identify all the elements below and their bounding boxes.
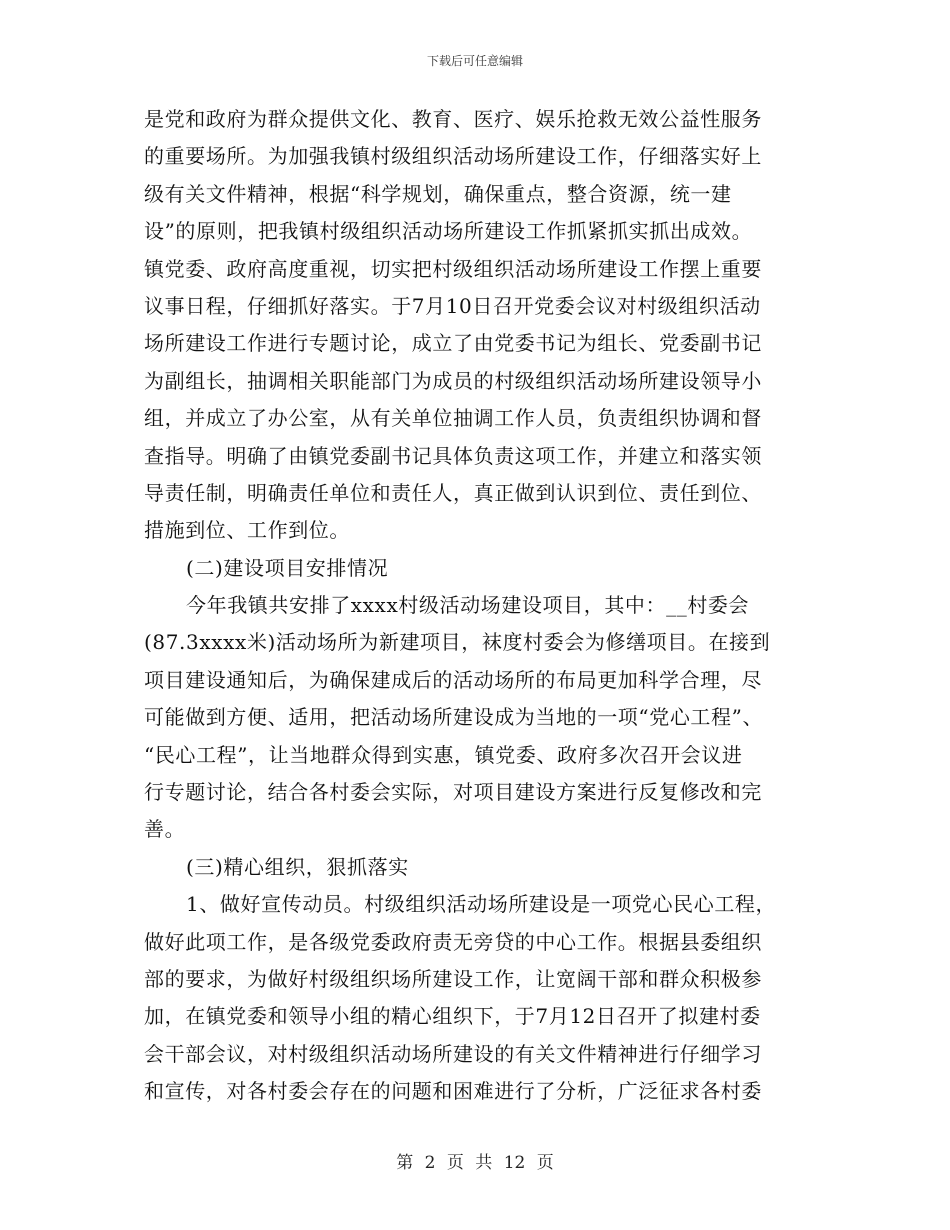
text-line: 镇党委、政府高度重视，切实把村级组织活动场所建设工作摆上重要 bbox=[144, 256, 762, 281]
text-line: 做好此项工作，是各级党委政府责无旁贷的中心工作。根据县委组织 bbox=[144, 929, 762, 954]
section-heading: (二)建设项目安排情况 bbox=[186, 555, 389, 580]
text-line: 行专题讨论，结合各村委会实际，对项目建设方案进行反复修改和完 bbox=[144, 780, 762, 805]
text-line: 今年我镇共安排了xxxx村级活动场建设项目，其中：__村委会 bbox=[186, 593, 750, 618]
text-line: 设”的原则，把我镇村级组织活动场所建设工作抓紧抓实抓出成效。 bbox=[144, 219, 753, 244]
text-line: 的重要场所。为加强我镇村级组织活动场所建设工作，仔细落实好上 bbox=[144, 144, 762, 169]
text-line: 措施到位、工作到位。 bbox=[144, 518, 350, 543]
page-footer: 第 2 页 共 12 页 bbox=[396, 1153, 554, 1173]
text-line: 会干部会议，对村级组织活动场所建设的有关文件精神进行仔细学习 bbox=[144, 1041, 762, 1066]
text-line: 项目建设通知后，为确保建成后的活动场所的布局更加科学合理，尽 bbox=[144, 667, 762, 692]
section-heading: (三)精心组织，狠抓落实 bbox=[186, 854, 409, 879]
text-line: 导责任制，明确责任单位和责任人，真正做到认识到位、责任到位、 bbox=[144, 480, 762, 505]
document-body bbox=[144, 101, 810, 1111]
text-line: “民心工程”，让当地群众得到实惠，镇党委、政府多次召开会议进 bbox=[144, 742, 743, 767]
text-line: 和宣传，对各村委会存在的问题和困难进行了分析，广泛征求各村委 bbox=[144, 1079, 762, 1104]
text-line: 级有关文件精神，根据“科学规划，确保重点，整合资源，统一建 bbox=[144, 181, 732, 206]
text-line: 1、做好宣传动员。村级组织活动场所建设是一项党心民心工程， bbox=[186, 892, 777, 917]
text-line: 部的要求，为做好村级组织场所建设工作，让宽阔干部和群众积极参 bbox=[144, 966, 762, 991]
text-line: 加，在镇党委和领导小组的精心组织下，于7月12日召开了拟建村委 bbox=[144, 1004, 761, 1029]
page-header: 下载后可任意编辑 bbox=[426, 54, 523, 68]
text-line: 为副组长，抽调相关职能部门为成员的村级组织活动场所建设领导小 bbox=[144, 368, 762, 393]
text-line: 善。 bbox=[144, 817, 186, 842]
text-line: (87.3xxxx米)活动场所为新建项目，袜度村委会为修缮项目。在接到 bbox=[144, 630, 771, 655]
text-line: 组，并成立了办公室，从有关单位抽调工作人员，负责组织协调和督 bbox=[144, 406, 762, 431]
text-line: 议事日程，仔细抓好落实。于7月10日召开党委会议对村级组织活动 bbox=[144, 293, 761, 318]
text-line: 场所建设工作进行专题讨论，成立了由党委书记为组长、党委副书记 bbox=[144, 331, 762, 356]
text-line: 可能做到方便、适用，把活动场所建设成为当地的一项“党心工程”、 bbox=[144, 705, 764, 730]
text-line: 是党和政府为群众提供文化、教育、医疗、娱乐抢救无效公益性服务 bbox=[144, 107, 762, 131]
text-line: 查指导。明确了由镇党委副书记具体负责这项工作，并建立和落实领 bbox=[144, 443, 762, 468]
